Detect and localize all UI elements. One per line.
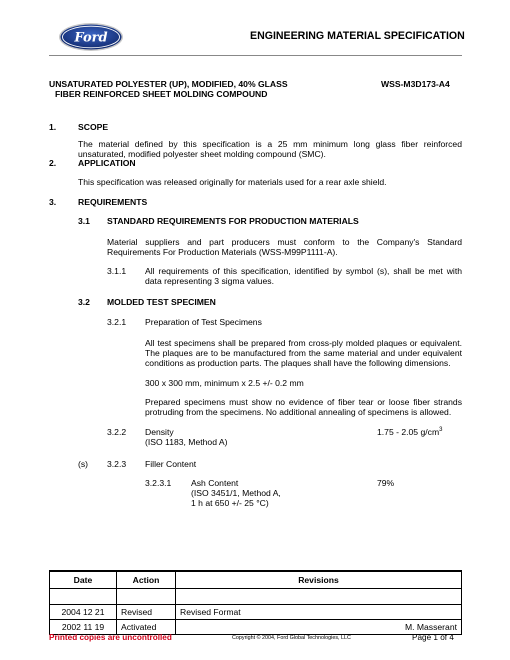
revision-date: 2004 12 21 [50, 604, 117, 619]
table-row-blank [50, 588, 462, 604]
header-divider [49, 55, 462, 56]
clause-number: 3.2.3 [107, 459, 127, 469]
column-header-action: Action [117, 571, 176, 588]
spec-title-line1: UNSATURATED POLYESTER (UP), MODIFIED, 40% GLASS [49, 79, 288, 89]
ash-content-method-line2: 1 h at 650 +/- 25 °C) [191, 498, 269, 508]
column-header-revisions: Revisions [176, 571, 462, 588]
clause-number: 3.1.1 [107, 266, 127, 276]
density-value [377, 427, 442, 437]
table-row [50, 604, 462, 619]
revision-action: Activated [117, 619, 176, 634]
column-header-date: Date [50, 571, 117, 588]
clause-number: 3.2.3.1 [145, 478, 172, 488]
ash-content-method-line1: (ISO 3451/1, Method A, [191, 488, 281, 498]
document-title: ENGINEERING MATERIAL SPECIFICATION [250, 30, 465, 42]
ford-logo [58, 22, 124, 52]
page-number: Page 1 of 4 [412, 633, 454, 642]
section-heading-scope: SCOPE [78, 122, 109, 132]
section-heading-application: APPLICATION [78, 158, 136, 168]
clause-number: 3.2.1 [107, 317, 127, 327]
section-number: 2. [49, 158, 57, 168]
revision-author: M. Masserant [176, 619, 462, 634]
copyright-notice: Copyright © 2004, Ford Global Technologies, LLC [232, 635, 351, 641]
ash-content-value: 79% [377, 478, 395, 488]
revision-table-header [50, 571, 462, 588]
table-row [50, 619, 462, 634]
revision-date: 2002 11 19 [50, 619, 117, 634]
section-number: 3. [49, 197, 57, 207]
subsection-heading-3-1: STANDARD REQUIREMENTS FOR PRODUCTION MATERIALS [107, 216, 359, 226]
requirement-symbol: (s) [78, 459, 89, 469]
density-method: (ISO 1183, Method A) [145, 437, 228, 447]
standard-requirements-text: Material suppliers and part producers must conform to the Company's Standard Requirements For Production Materials (WSS-M99P1111-A). [107, 237, 462, 257]
clause-number: 3.2.2 [107, 427, 127, 437]
application-text: This specification was released originally for materials used for a rear axle shield. [78, 177, 387, 187]
revision-action: Revised [117, 604, 176, 619]
density-label: Density [145, 427, 174, 437]
section-number: 1. [49, 122, 57, 132]
filler-content-label: Filler Content [145, 459, 197, 469]
density-value-text: 1.75 - 2.05 g/cm [377, 427, 440, 437]
section-heading-requirements: REQUIREMENTS [78, 197, 148, 207]
specimen-dimensions: 300 x 300 mm, minimum x 2.5 +/- 0.2 mm [145, 378, 304, 388]
revision-text: Revised Format [176, 604, 462, 619]
subsection-heading-3-2: MOLDED TEST SPECIMEN [107, 297, 216, 307]
density-unit-superscript: 3 [439, 427, 443, 433]
clause-3-1-1-text: All requirements of this specification, identified by symbol (s), shall be met with data representing 3 sigma values. [145, 266, 462, 286]
subsection-number: 3.1 [78, 216, 90, 226]
spec-number: WSS-M3D173-A4 [381, 79, 450, 89]
clause-heading-3-2-1: Preparation of Test Specimens [145, 317, 262, 327]
uncontrolled-copy-notice: Printed copies are uncontrolled [49, 633, 172, 642]
subsection-number: 3.2 [78, 297, 90, 307]
ash-content-label: Ash Content [191, 478, 239, 488]
ford-logo-text: Ford [74, 30, 108, 46]
spec-title-line2: FIBER REINFORCED SHEET MOLDING COMPOUND [55, 89, 268, 99]
specimen-preparation-text: All test specimens shall be prepared from cross-ply molded plaques or equivalent. The plaques are to be manufactured from the same material and under equivalent conditions as production parts. The plaques shall have the following dimensions. [145, 338, 462, 368]
specimen-condition-text: Prepared specimens must show no evidence of fiber tear or loose fiber strands protruding from the specimens. No additional annealing of specimens is allowed. [145, 397, 462, 417]
scope-text: The material defined by this specification is a 25 mm minimum long glass fiber reinforced unsaturated, modified polyester sheet molding compound (SMC). [78, 139, 462, 159]
revision-table [49, 570, 462, 635]
